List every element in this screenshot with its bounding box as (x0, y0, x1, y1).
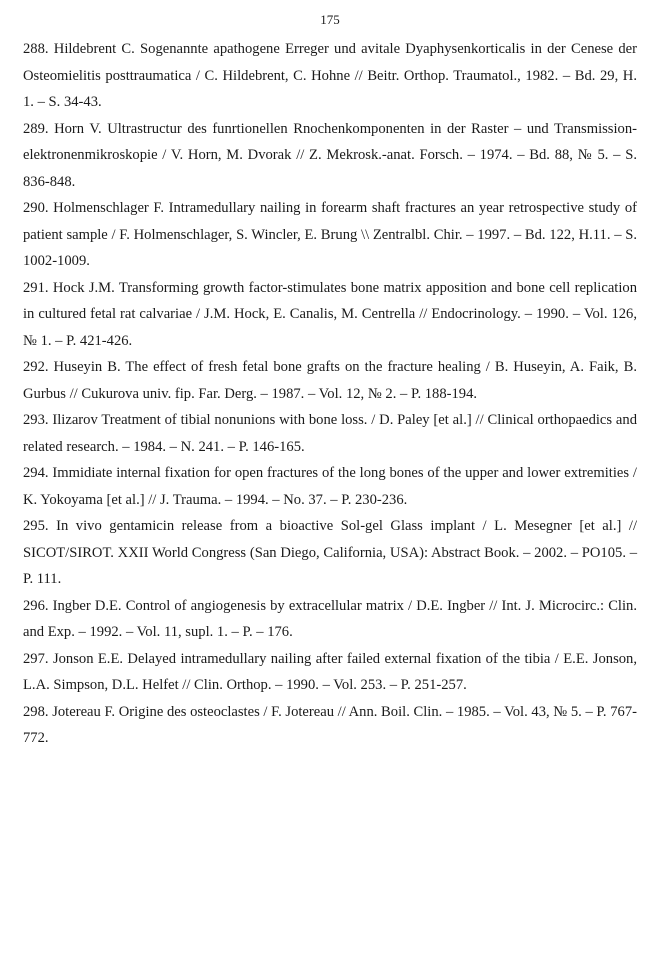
reference-item: 296. Ingber D.E. Control of angiogenesis by extracellular matrix / D.E. Ingber // Int. J. Microcirc.: Clin. and Exp. – 1992. – Vol. 11, supl. 1. – P. – 176. (23, 597, 637, 640)
reference-item: 292. Huseyin B. The effect of fresh fetal bone grafts on the fracture healing / B. Huseyin, A. Faik, B. Gurbus // Cukurova univ. fip. Far. Derg. – 1987. – Vol. 12, № 2. – P. 188-194. (23, 359, 637, 402)
reference-item: 297. Jonson E.E. Delayed intramedullary nailing after failed external fixation of the tibia / E.E. Jonson, L.A. Simpson, D.L. Helfet // Clin. Orthop. – 1990. – Vol. 253. – P. 251-257. (23, 650, 637, 693)
reference-item: 293. Ilizarov Treatment of tibial nonunions with bone loss. / D. Paley [et al.] // Clinical orthopaedics and related research. – 1984. – N. 241. – P. 146-165. (23, 412, 637, 455)
reference-item: 298. Jotereau F. Origine des osteoclastes / F. Jotereau // Ann. Boil. Clin. – 1985. – Vol. 43, № 5. – P. 767-772. (23, 703, 637, 746)
reference-item: 289. Horn V. Ultrastructur des funrtionellen Rnochenkomponenten in der Raster – und Transmission-elektronenmikroskopie / V. Horn, M. Dvorak // Z. Mekrosk.-anat. Forsch. – 1974. – Bd. 88, № 5. – S. 836-848. (23, 120, 637, 190)
reference-item: 288. Hildebrent C. Sogenannte apathogene Erreger und avitale Dyaphysenkorticalis in der Cenese der Osteomielitis posttraumatica / C. Hildebrent, C. Hohne // Beitr. Orthop. Traumatol., 1982. – Bd. 29, H. 1. – S. 34-43. (23, 41, 637, 110)
page-number: 175 (320, 12, 340, 27)
reference-item: 295. In vivo gentamicin release from a bioactive Sol-gel Glass implant / L. Mesegner [et al.] // SICOT/SIROT. XXII World Congress (San Diego, California, USA): Abstract Book. – 2002. – PO105. – P. 111. (23, 518, 637, 587)
reference-item: 294. Immidiate internal fixation for open fractures of the long bones of the upper and lower extremities / K. Yokoyama [et al.] // J. Trauma. – 1994. – No. 37. – P. 230-236. (23, 465, 637, 508)
reference-list (23, 36, 637, 752)
reference-item: 291. Hock J.M. Transforming growth factor-stimulates bone matrix apposition and bone cell replication in cultured fetal rat calvariae / J.M. Hock, E. Canalis, M. Centrella // Endocrinology. – 1990. – Vol. 126, № 1. – P. 421-426. (23, 279, 637, 349)
reference-item: 290. Holmenschlager F. Intramedullary nailing in forearm shaft fractures an year retrospective study of patient sample / F. Holmenschlager, S. Wincler, E. Brung \\ Zentralbl. Chir. – 1997. – Bd. 122, H.11. – S. 1002-1009. (23, 200, 637, 269)
